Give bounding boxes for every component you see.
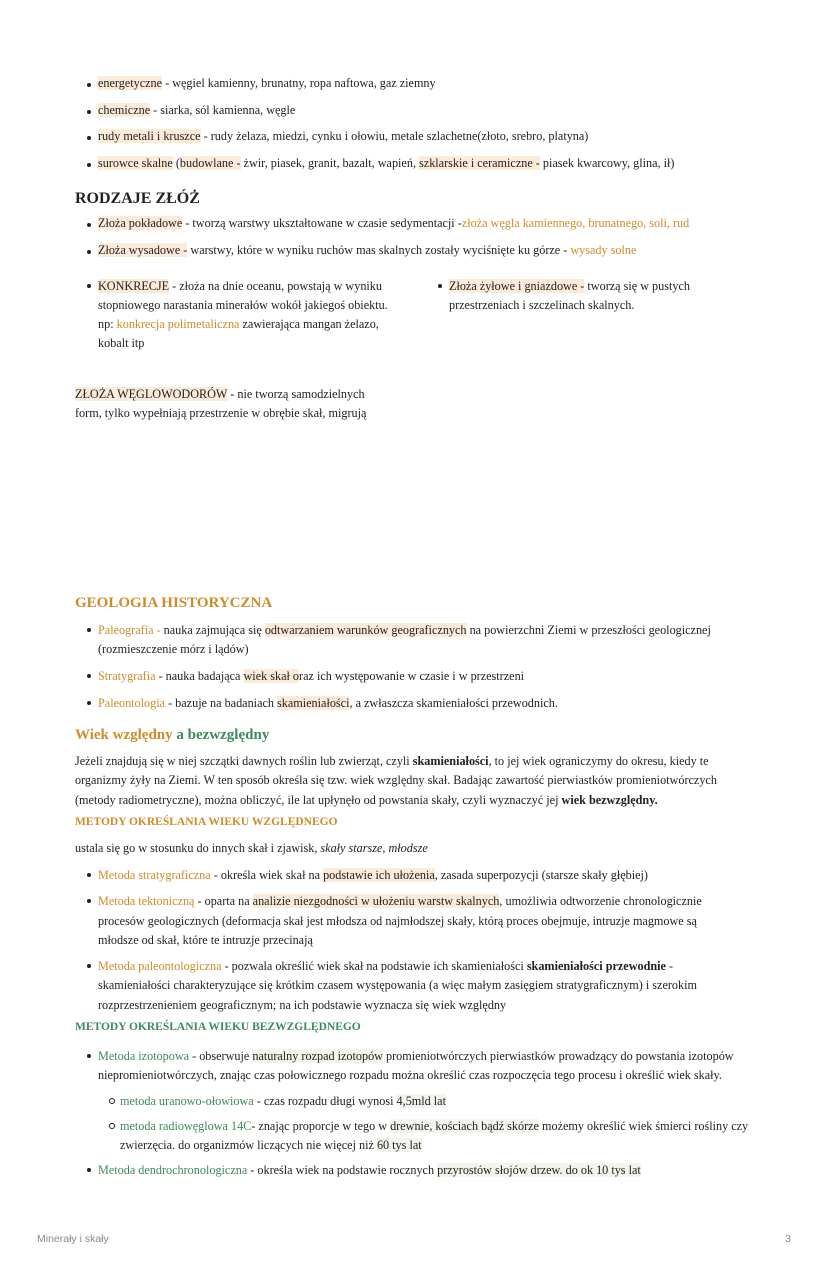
footer-title: Minerały i skały [37, 1233, 109, 1245]
list-item: Złoża wysadowe - warstwy, które w wyniku ruchów mas skalnych zostały wyciśnięte ku górze - wysady solne [98, 243, 758, 270]
section-title-deposits: RODZAJE ZŁÓŻ [75, 190, 200, 207]
list-item: chemiczne - siarka, sól kamienna, węgle [98, 103, 758, 130]
raw-materials-list [98, 76, 758, 182]
konkrecje-list [98, 277, 398, 353]
section-title-absolute: METODY OKREŚLANIA WIEKU BEZWZGLĘDNEGO [75, 1021, 361, 1033]
zylowe-list [449, 277, 719, 315]
isotope-sublist [120, 1092, 758, 1156]
list-item: Metoda izotopowa - obserwuje naturalny rozpad izotopów promieniotwórczych pierwiastków prowadzący do powstania izotopów niepromieniotwórczych, znając czas połowicznego rozpadu można określić czas rozpoczęcia tego procesu i określić wiek skały. metoda uranowo-ołowiowa - czas rozpadu długi wynosi 4,5mld lat metoda radiowęglowa 14C- znając proporcje w tego w drewnie, kościach bądź skórze możemy określić wiek śmierci rośliny czy zwierzęcia. do organizmów liczących nie więcej niż 60 tys lat [98, 1047, 758, 1155]
list-item: Metoda stratygraficzna - określa wiek skał na podstawie ich ułożenia, zasada superpozycji (starsze skały głębiej) [98, 866, 728, 885]
list-item: Metoda dendrochronologiczna - określa wiek na podstawie rocznych przyrostów słojów drzew. do ok 10 tys lat [98, 1161, 758, 1180]
list-item: energetyczne - węgiel kamienny, brunatny, ropa naftowa, gaz ziemny [98, 76, 758, 103]
section-title-age: Wiek względny a bezwzględny [75, 727, 270, 743]
list-item: Metoda paleontologiczna - pozwala określić wiek skał na podstawie ich skamieniałości skamieniałości przewodnie - skamieniałości charakteryzujące się krótkim czasem występowania (a więc małym zasięgiem stratygraficznym) i szerokim rozprzestrzenieniem geograficznym; na ich podstawie wyznacza się wiek względny [98, 957, 728, 1015]
relative-methods-list [98, 866, 728, 1015]
list-item: Metoda tektoniczną - oparta na analizie niezgodności w ułożeniu warstw skalnych, umożliwia odtworzenie chronologicznie procesów geologicznych (deformacja skał jest młodsza od najmłodszej skały, którą proces obejmuje, intruzje magmowe są młodsze od skał, które te intruzje przecinają [98, 892, 728, 950]
list-item: metoda radiowęglowa 14C- znając proporcje w tego w drewnie, kościach bądź skórze możemy określić wiek śmierci rośliny czy zwierzęcia. do organizmów liczących nie więcej niż 60 tys lat [120, 1117, 758, 1156]
historical-list [98, 621, 758, 713]
hydrocarbons-paragraph: ZŁOŻA WĘGLOWODORÓW - nie tworzą samodzielnych form, tylko wypełniają przestrzenie w obrębie skał, migrują [75, 387, 367, 420]
list-item: Paleografia - nauka zajmująca się odtwarzaniem warunków geograficznych na powierzchni Ziemi w przeszłości geologicznej (rozmieszczenie mórz i lądów) [98, 621, 758, 659]
section-title-historical: GEOLOGIA HISTORYCZNA [75, 595, 273, 611]
list-item: surowce skalne (budowlane - żwir, piasek, granit, bazalt, wapień, szklarskie i ceramiczne - piasek kwarcowy, glina, ił) [98, 156, 758, 183]
deposits-list [98, 216, 758, 270]
absolute-methods-list [98, 1047, 758, 1181]
list-item: metoda uranowo-ołowiowa - czas rozpadu długi wynosi 4,5mld lat [120, 1092, 758, 1111]
list-item: Stratygrafia - nauka badająca wiek skał oraz ich występowanie w czasie i w przestrzeni [98, 667, 758, 686]
section-title-relative: METODY OKREŚLANIA WIEKU WZGLĘDNEGO [75, 816, 338, 828]
list-item: KONKRECJE - złoża na dnie oceanu, powstają w wyniku stopniowego narastania minerałów wokół jakiegoś obiektu. np: konkrecja polimetaliczna zawierająca mangan żelazo, kobalt itp [98, 277, 398, 353]
list-item: Złoża żyłowe i gniazdowe - tworzą się w pustych przestrzeniach i szczelinach skalnych. [449, 277, 719, 315]
page-number: 3 [785, 1233, 791, 1245]
list-item: Paleontologia - bazuje na badaniach skamieniałości, a zwłaszcza skamieniałości przewodnich. [98, 694, 758, 713]
list-item: Złoża pokładowe - tworzą warstwy ukształtowane w czasie sedymentacji -złoża węgla kamiennego, brunatnego, soli, rud [98, 216, 758, 243]
list-item: rudy metali i kruszce - rudy żelaza, miedzi, cynku i ołowiu, metale szlachetne(złoto, srebro, platyna) [98, 129, 758, 156]
age-paragraph: Jeżeli znajdują się w niej szczątki dawnych roślin lub zwierząt, czyli skamieniałości, to jej wiek ograniczymy do okresu, kiedy te organizmy żyły na Ziemi. W ten sposób określa się tzw. wiek względny skał. Badając zawartość pierwiastków promieniotwórczych (metody radiometryczne), można obliczyć, ile lat upłynęło od powstania skały, czyli wyznaczyć jej wiek bezwzględny. [75, 754, 717, 807]
relative-intro: ustala się go w stosunku do innych skał i zjawisk, skały starsze, młodsze [75, 841, 428, 855]
